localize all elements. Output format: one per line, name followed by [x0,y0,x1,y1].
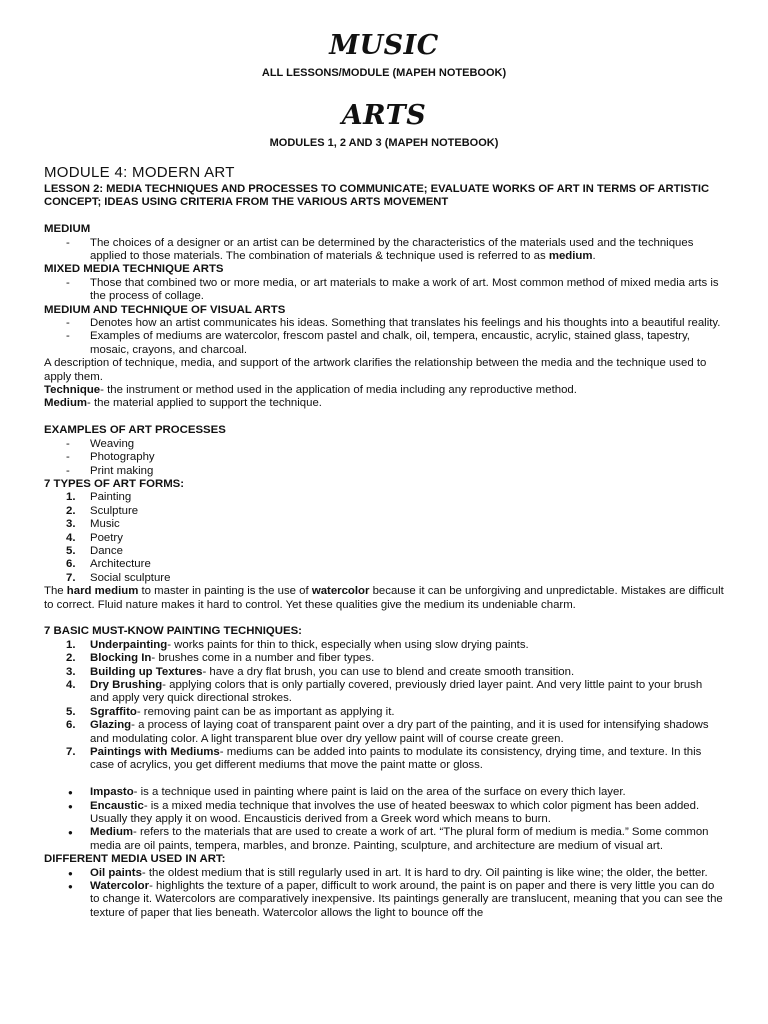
list-item: - Those that combined two or more media, or art materials to make a work of art. Most common method of mixed media arts is the process of collage. [44,277,724,304]
module-heading: MODULE 4: MODERN ART [44,164,235,181]
techniques-heading: 7 BASIC MUST-KNOW PAINTING TECHNIQUES: [44,625,302,638]
processes-list [44,438,724,478]
music-title: MUSIC [329,30,439,61]
different-media-heading: DIFFERENT MEDIA USED IN ART: [44,853,226,866]
list-item: 1. Painting [66,491,132,504]
list-item: 7. Paintings with Mediums- mediums can be added into paints to modulate its consistency, drying time, and texture. In this case of acrylics, you get different mediums that move the paint matte or gloss. [66,746,702,772]
list-item: ● Encaustic- is a mixed media technique that involves the use of heated beeswax to which color pigment has been added. Usually they apply it on wood. Encausticis derived from a Greek word which means to burn. [44,800,724,827]
techniques-list [44,639,724,773]
list-item: ● Medium- refers to the materials that are used to create a work of art. “The plural form of medium is media.” Some common media are oil paints, tempera, marbles, and bronze. Painting, sculpture, and architecture are medium of visual art. [44,826,724,853]
list-item: - Denotes how an artist communicates his ideas. Something that translates his feelings and his thoughts into a beautiful reality. [44,317,724,330]
different-media-list [44,867,724,921]
list-item: 4. Dry Brushing- applying colors that is only partially covered, previously dried layer paint. And very little paint to your brush and apply very quick directional strokes. [66,678,703,705]
list-item: - The choices of a designer or an artist can be determined by the characteristics of the materials used and the techniques applied to those materials. The combination of materials & technique used is referred to as medium. [44,237,724,264]
terms-bullet-list [44,786,724,853]
description-paragraph: A description of technique, media, and support of the artwork clarifies the relationship between the media and the technique used to apply them. [44,357,707,383]
arts-subtitle: MODULES 1, 2 AND 3 (MAPEH NOTEBOOK) [269,137,499,149]
list-item: ● Watercolor- highlights the texture of a paper, difficult to work around, the paint is on paper and there is very little you can do to change it. Watercolors are comparatively inexpensive. Its paintings generally are translucent, meaning that you can see the texture of paper that lies beneath. Watercolor allows the light to bounce off the [44,880,724,920]
lesson-title: LESSON 2: MEDIA TECHNIQUES AND PROCESSES TO COMMUNICATE; EVALUATE WORKS OF ART IN TERMS OF ARTISTIC CONCEPT; IDEAS USING CRITERIA FROM THE VARIOUS ARTS MOVEMENT [44,183,710,209]
medium-heading: MEDIUM [44,223,91,236]
list-item: 2. Blocking In- brushes come in a number and fiber types. [66,652,375,665]
list-item: 5. Dance [66,544,123,557]
list-item: ● Impasto- is a technique used in painting where paint is laid on the area of the surface on every thich layer. [44,786,724,799]
mixed-media-list [44,277,724,304]
medium-technique-list [44,317,724,357]
list-item: 4. Poetry [66,531,123,544]
medium-definition: Medium- the material applied to support the technique. [44,397,322,410]
list-item: ● Oil paints- the oldest medium that is still regularly used in art. It is hard to dry. Oil painting is like wine; the older, the better. [44,867,724,880]
list-item: - Examples of mediums are watercolor, frescom pastel and chalk, oil, tempera, encaustic, acrylic, stained glass, tapestry, mosaic, crayons, and charcoal. [44,330,724,357]
list-item: - Weaving [44,438,724,451]
list-item: 5. Sgraffito- removing paint can be as important as applying it. [66,705,395,718]
medium-technique-heading: MEDIUM AND TECHNIQUE OF VISUAL ARTS [44,303,286,316]
list-item: 3. Building up Textures- have a dry flat brush, you can use to blend and create smooth transition. [66,665,575,678]
list-item: 1. Underpainting- works paints for thin to thick, especially when using slow drying paints. [66,638,529,651]
list-item: 2. Sculpture [66,504,139,517]
technique-definition: Technique- the instrument or method used in the application of media including any reproductive method. [44,384,577,397]
music-subtitle: ALL LESSONS/MODULE (MAPEH NOTEBOOK) [261,67,507,79]
list-item: 7. Social sculpture [66,571,171,584]
processes-heading: EXAMPLES OF ART PROCESSES [44,424,226,437]
list-item: - Photography [44,451,724,464]
list-item: 3. Music [66,518,120,531]
medium-list [44,237,724,264]
list-item: 6. Glazing- a process of laying coat of transparent paint over a dry part of the painting, and it is used for intensifying shadows and modulating color. A light transparent blue over dry yellow paint will of course create green. [66,719,709,745]
document-page [44,30,724,920]
list-item: - Print making [44,465,724,478]
art-forms-heading: 7 TYPES OF ART FORMS: [44,477,185,490]
mixed-media-heading: MIXED MEDIA TECHNIQUE ARTS [44,263,224,276]
list-item: 6. Architecture [66,558,151,571]
arts-title: ARTS [341,100,427,131]
art-forms-list [44,491,724,585]
hard-medium-paragraph: The hard medium to master in painting is the use of watercolor because it can be unforgiving and unpredictable. Mistakes are difficult to correct. Fluid nature makes it hard to control. Yet these qualities give the medium its undeniable charm. [44,585,724,611]
